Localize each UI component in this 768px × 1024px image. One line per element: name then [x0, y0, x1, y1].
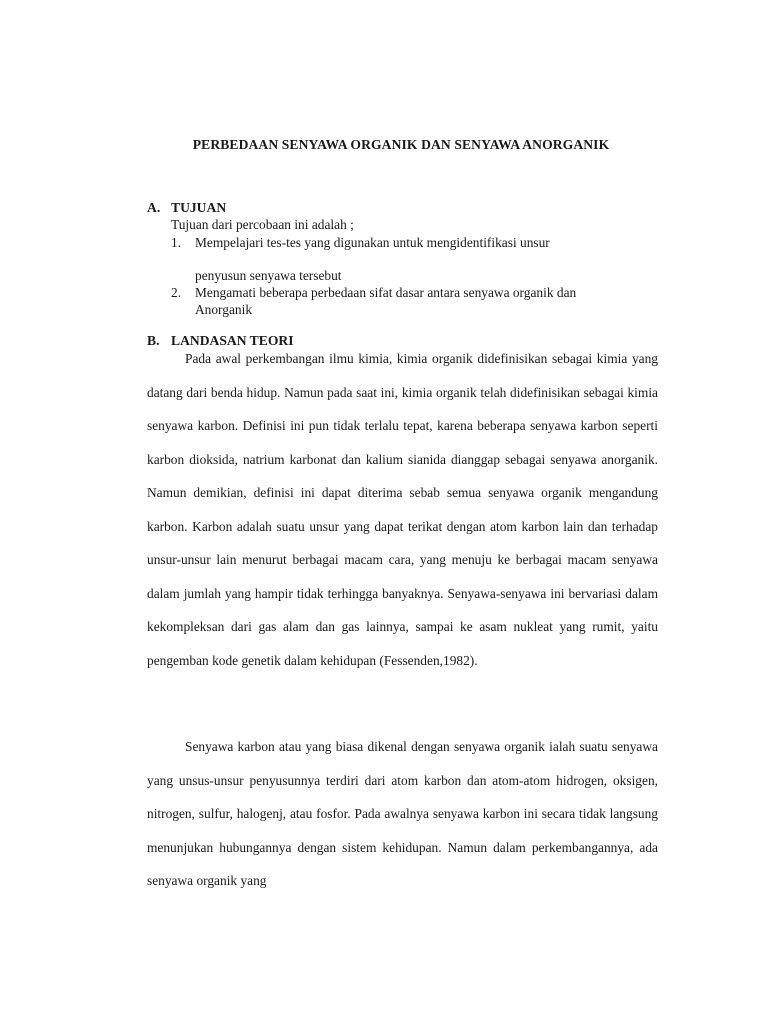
list-item-1: [171, 235, 550, 251]
section-a-title: TUJUAN: [171, 200, 227, 215]
document-title: PERBEDAAN SENYAWA ORGANIK DAN SENYAWA ANORGANIK: [192, 137, 610, 152]
section-a-letter: A.: [147, 200, 161, 215]
theory-paragraph-2: Senyawa karbon atau yang biasa dikenal dengan senyawa organik ialah suatu senyawa yang unsus-unsur penyusunnya terdiri dari atom karbon dan atom-atom hidrogen, oksigen, nitrogen, sulfur, halogenj, atau fosfor. Pada awalnya senyawa karbon ini secara tidak langsung menunjukan hubungannya dengan sistem kehidupan. Namun dalam perkembangannya, ada senyawa organik yang: [147, 739, 658, 888]
list-item-1-text: Mempelajari tes-tes yang digunakan untuk mengidentifikasi unsur: [195, 235, 550, 250]
theory-paragraph-1: Pada awal perkembangan ilmu kimia, kimia organik didefinisikan sebagai kimia yang datang dari benda hidup. Namun pada saat ini, kimia organik telah didefinisikan sebagai kimia senyawa karbon. Definisi ini pun tidak terlalu tepat, karena beberapa senyawa karbon seperti karbon dioksida, natrium karbonat dan kalium sianida dianggap sebagai senyawa anorganik. Namun demikian, definisi ini dapat diterima sebab semua senyawa organik mengandung karbon. Karbon adalah suatu unsur yang dapat terikat dengan atom karbon lain dan terhadap unsur-unsur lain menurut berbagai macam cara, yang menuju ke berbagai macam senyawa dalam jumlah yang hampir tidak terhingga banyaknya. Senyawa-senyawa ini bervariasi dalam kekompleksan dari gas alam dan gas lainnya, sampai ke asam nukleat yang rumit, yaitu pengemban kode genetik dalam kehidupan (Fessenden,1982).: [147, 351, 658, 668]
list-item-1-number: 1.: [171, 235, 182, 250]
list-item-2-continuation: Anorganik: [195, 302, 253, 317]
list-item-2-text: Mengamati beberapa perbedaan sifat dasar antara senyawa organik dan: [195, 285, 577, 300]
list-item-1-continuation: penyusun senyawa tersebut: [195, 268, 342, 283]
list-item-2: [171, 285, 576, 301]
section-a-heading: [147, 200, 226, 216]
section-b-title: LANDASAN TEORI: [171, 333, 294, 348]
section-b-letter: B.: [147, 333, 160, 348]
section-a-intro: Tujuan dari percobaan ini adalah ;: [171, 217, 354, 232]
list-item-2-number: 2.: [171, 285, 182, 300]
